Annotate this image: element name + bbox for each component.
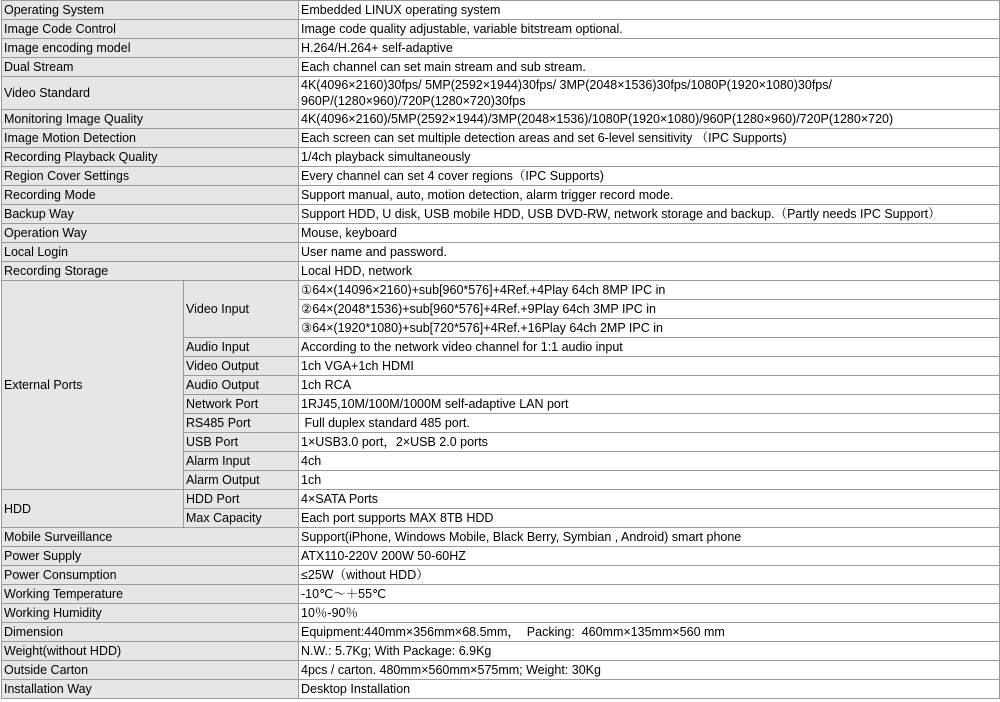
value-line: 4K(4096×2160)30fps/ 5MP(2592×1944)30fps/ 3MP(2048×1536)30fps/1080P(1920×1080)30fps/ [301, 78, 832, 92]
spec-value: 1/4ch playback simultaneously [299, 148, 1000, 167]
spec-value: N.W.: 5.7Kg; With Package: 6.9Kg [299, 642, 1000, 661]
sub-label: Alarm Output [184, 471, 299, 490]
table-row [2, 58, 1000, 77]
spec-value: Full duplex standard 485 port. [299, 414, 1000, 433]
spec-value: According to the network video channel for 1:1 audio input [299, 338, 1000, 357]
spec-label: Working Humidity [2, 604, 299, 623]
spec-value: Every channel can set 4 cover regions（IPC Supports) [299, 167, 1000, 186]
spec-label: Video Standard [2, 77, 299, 110]
sub-label: HDD Port [184, 490, 299, 509]
spec-value: ①64×(14096×2160)+sub[960*576]+4Ref.+4Play 64ch 8MP IPC in [299, 281, 1000, 300]
spec-value: 4K(4096×2160)/5MP(2592×1944)/3MP(2048×1536)/1080P(1920×1080)/960P(1280×960)/720P(1280×720) [299, 110, 1000, 129]
spec-label: Monitoring Image Quality [2, 110, 299, 129]
table-row [2, 642, 1000, 661]
spec-label: Installation Way [2, 680, 299, 699]
table-row [2, 604, 1000, 623]
table-row [2, 547, 1000, 566]
spec-value: 1RJ45,10M/100M/1000M self-adaptive LAN port [299, 395, 1000, 414]
spec-label: Operating System [2, 1, 299, 20]
table-row [2, 224, 1000, 243]
spec-value: ATX110-220V 200W 50-60HZ [299, 547, 1000, 566]
spec-label: Mobile Surveillance [2, 528, 299, 547]
table-row [2, 661, 1000, 680]
spec-label: Backup Way [2, 205, 299, 224]
table-row [2, 167, 1000, 186]
sub-label: USB Port [184, 433, 299, 452]
table-row [2, 186, 1000, 205]
spec-value: Desktop Installation [299, 680, 1000, 699]
spec-value: ≤25W（without HDD） [299, 566, 1000, 585]
table-row [2, 566, 1000, 585]
spec-value: Support HDD, U disk, USB mobile HDD, USB DVD-RW, network storage and backup.（Partly needs IPC Support） [299, 205, 1000, 224]
spec-table [1, 0, 1000, 699]
table-row [2, 623, 1000, 642]
spec-label: Dimension [2, 623, 299, 642]
spec-value: 4×SATA Ports [299, 490, 1000, 509]
sub-label: Audio Output [184, 376, 299, 395]
spec-label: Recording Mode [2, 186, 299, 205]
table-row [2, 680, 1000, 699]
sub-label: Alarm Input [184, 452, 299, 471]
spec-value: 1ch VGA+1ch HDMI [299, 357, 1000, 376]
spec-label: Power Supply [2, 547, 299, 566]
table-row [2, 129, 1000, 148]
spec-value: 1ch [299, 471, 1000, 490]
spec-value: 4ch [299, 452, 1000, 471]
table-row [2, 77, 1000, 110]
spec-value: Support manual, auto, motion detection, alarm trigger record mode. [299, 186, 1000, 205]
table-row [2, 20, 1000, 39]
table-row [2, 490, 1000, 509]
value-line: 960P/(1280×960)/720P(1280×720)30fps [301, 94, 526, 108]
table-row [2, 148, 1000, 167]
spec-value [299, 77, 1000, 110]
spec-label: Image Motion Detection [2, 129, 299, 148]
spec-label: Operation Way [2, 224, 299, 243]
sub-label: Video Input [184, 281, 299, 338]
spec-value: ②64×(2048*1536)+sub[960*576]+4Ref.+9Play 64ch 3MP IPC in [299, 300, 1000, 319]
sub-label: Audio Input [184, 338, 299, 357]
spec-value: 1ch RCA [299, 376, 1000, 395]
sub-label: Network Port [184, 395, 299, 414]
spec-label: Image Code Control [2, 20, 299, 39]
table-row [2, 39, 1000, 58]
spec-label: Working Temperature [2, 585, 299, 604]
spec-value: Embedded LINUX operating system [299, 1, 1000, 20]
spec-label: Dual Stream [2, 58, 299, 77]
spec-value: 4pcs / carton. 480mm×560mm×575mm; Weight: 30Kg [299, 661, 1000, 680]
spec-value: Each screen can set multiple detection areas and set 6-level sensitivity （IPC Supports) [299, 129, 1000, 148]
sub-label: Max Capacity [184, 509, 299, 528]
spec-value: Equipment:440mm×356mm×68.5mm， Packing: 460mm×135mm×560 mm [299, 623, 1000, 642]
spec-value: H.264/H.264+ self-adaptive [299, 39, 1000, 58]
spec-value: Each port supports MAX 8TB HDD [299, 509, 1000, 528]
spec-value: Mouse, keyboard [299, 224, 1000, 243]
spec-value: Support(iPhone, Windows Mobile, Black Berry, Symbian , Android) smart phone [299, 528, 1000, 547]
spec-value: Image code quality adjustable, variable bitstream optional. [299, 20, 1000, 39]
spec-label: Power Consumption [2, 566, 299, 585]
table-row [2, 1, 1000, 20]
spec-value: User name and password. [299, 243, 1000, 262]
table-row [2, 110, 1000, 129]
table-row [2, 281, 1000, 300]
spec-label: Image encoding model [2, 39, 299, 58]
spec-label: Recording Storage [2, 262, 299, 281]
table-row [2, 243, 1000, 262]
table-row [2, 262, 1000, 281]
spec-value: -10℃～＋55℃ [299, 585, 1000, 604]
spec-label: Local Login [2, 243, 299, 262]
spec-label: Recording Playback Quality [2, 148, 299, 167]
spec-value: Local HDD, network [299, 262, 1000, 281]
table-row [2, 585, 1000, 604]
spec-label: Region Cover Settings [2, 167, 299, 186]
spec-label: Weight(without HDD) [2, 642, 299, 661]
spec-value: 10％-90％ [299, 604, 1000, 623]
spec-value: ③64×(1920*1080)+sub[720*576]+4Ref.+16Play 64ch 2MP IPC in [299, 319, 1000, 338]
spec-value: 1×USB3.0 port，2×USB 2.0 ports [299, 433, 1000, 452]
group-label-hdd: HDD [2, 490, 184, 528]
sub-label: RS485 Port [184, 414, 299, 433]
sub-label: Video Output [184, 357, 299, 376]
spec-value: Each channel can set main stream and sub stream. [299, 58, 1000, 77]
group-label-external-ports: External Ports [2, 281, 184, 490]
spec-label: Outside Carton [2, 661, 299, 680]
table-row [2, 205, 1000, 224]
table-row [2, 528, 1000, 547]
